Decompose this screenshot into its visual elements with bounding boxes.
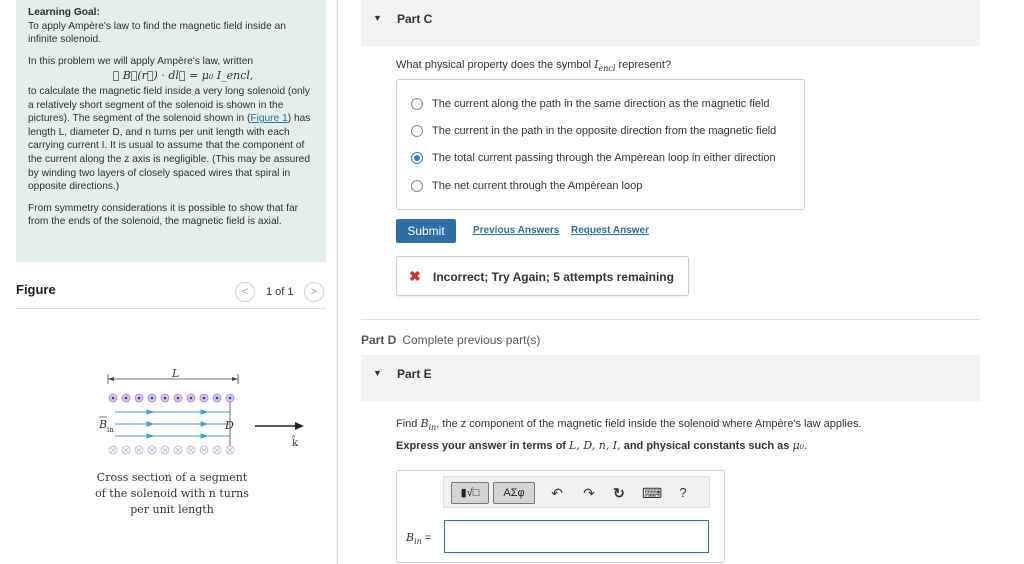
top-wire-row: [109, 394, 234, 402]
radio-button-selected[interactable]: [411, 152, 423, 164]
part-d-row: [361, 333, 540, 347]
greek-symbols-button[interactable]: ΑΣφ: [493, 482, 535, 504]
field-lines: [115, 410, 230, 438]
learning-goal-box: [16, 0, 326, 262]
field-label: B: [99, 418, 108, 431]
figure-counter: 1 of 1: [266, 286, 294, 298]
submit-button[interactable]: Submit: [396, 219, 456, 243]
field-label-subscript: in: [107, 426, 114, 434]
figure-title: Figure: [16, 282, 56, 297]
previous-figure-button[interactable]: <: [235, 282, 255, 302]
incorrect-x-icon: ✖: [409, 268, 421, 284]
instruction-variables: L, D, n, I,: [569, 439, 621, 452]
answer-box: [396, 470, 725, 563]
learning-goal-text: To apply Ampère's law to find the magnetic field inside an infinite solenoid.: [28, 20, 286, 46]
part-e-label: Part E: [397, 367, 432, 381]
reset-icon[interactable]: ↻: [613, 485, 625, 501]
ampere-law-equation: ∮ B⃗(r⃗) · dl⃗ = μ₀ I_encl,: [112, 69, 254, 83]
solenoid-diagram: [95, 362, 315, 462]
problem-description: [28, 85, 314, 194]
diameter-label: D: [225, 419, 234, 432]
symbol-B: B: [420, 417, 429, 430]
description-text-2: ) has length L, diameter D, and n turns per unit length with each carrying current I. It is usual to assume that the component of the current along the z axis is negligible. (This may be assured by winding two layers of closely spaced wires that spiral in opposite directions.): [28, 113, 311, 193]
part-e-instruction: [396, 439, 808, 452]
undo-icon[interactable]: ↶: [551, 485, 563, 501]
feedback-text: Incorrect; Try Again; 5 attempts remaining: [433, 270, 674, 284]
answer-equals: =: [421, 532, 432, 544]
part-d-label: Part D: [361, 333, 397, 347]
caption-line-2: of the solenoid with n turns: [95, 487, 249, 500]
request-answer-link[interactable]: Request Answer: [571, 225, 649, 236]
learning-goal-title: Learning Goal:: [28, 7, 100, 18]
question-text-pre: What physical property does the symbol: [396, 59, 592, 71]
option-4[interactable]: [411, 178, 642, 194]
help-icon[interactable]: ?: [679, 485, 687, 500]
option-2[interactable]: [411, 123, 776, 139]
caption-line-1: Cross section of a segment: [96, 471, 248, 484]
question-text-post: , the z component of the magnetic field inside the solenoid where Ampère's law applies.: [436, 418, 862, 430]
answer-label: [406, 531, 431, 546]
radio-button[interactable]: [411, 180, 423, 192]
part-e-question: [396, 417, 862, 432]
options-box: [396, 79, 805, 210]
part-d-status: Complete previous part(s): [402, 333, 541, 347]
part-e-header[interactable]: [361, 355, 980, 401]
part-c-header[interactable]: [361, 0, 980, 46]
option-1[interactable]: [411, 96, 770, 112]
symbol-subscript: in: [428, 423, 437, 433]
symmetry-text: From symmetry considerations it is possible to show that far from the ends of the solenoid, the magnetic field is axial.: [28, 202, 299, 228]
option-label: The net current through the Ampèrean loop: [432, 180, 643, 192]
part-c-label: Part C: [397, 12, 433, 26]
collapse-caret-icon[interactable]: ▼: [373, 13, 382, 23]
radio-button[interactable]: [411, 125, 423, 137]
length-label: L: [172, 367, 180, 380]
z-unit-vector-label: k̂: [292, 438, 299, 449]
previous-answers-link[interactable]: Previous Answers: [473, 225, 560, 236]
next-figure-button[interactable]: >: [304, 282, 324, 302]
caption-line-3: per unit length: [130, 503, 214, 516]
bottom-wire-row: [109, 446, 234, 454]
figure-header: [16, 279, 326, 309]
radio-button[interactable]: [411, 98, 423, 110]
templates-button[interactable]: ▮√□: [451, 482, 489, 504]
answer-symbol-subscript: in: [414, 537, 422, 547]
description-text-1: to calculate the magnetic field inside a very long solenoid (only a relatively short segment of the solenoid is shown in the pictures). The segment of the solenoid shown in (: [28, 85, 311, 125]
question-text-pre: Find: [396, 418, 418, 430]
symbol-subscript: encl: [598, 64, 616, 74]
feedback-message: [396, 256, 689, 296]
figure-1-link[interactable]: Figure 1: [250, 113, 288, 125]
option-3[interactable]: [411, 150, 776, 166]
symbol-I: I: [594, 58, 599, 71]
redo-icon[interactable]: ↷: [583, 485, 595, 501]
section-divider: [361, 319, 980, 320]
instruction-text-post: and physical constants such as: [623, 440, 790, 452]
collapse-caret-icon[interactable]: ▼: [373, 368, 382, 378]
answer-input[interactable]: [444, 520, 709, 553]
instruction-text-pre: Express your answer in terms of: [396, 440, 566, 452]
option-label: The current in the path in the opposite direction from the magnetic field: [432, 125, 777, 137]
question-text-post: represent?: [618, 59, 672, 71]
answer-symbol: B: [406, 531, 415, 544]
intro-text: In this problem we will apply Ampère's law, written: [28, 55, 254, 67]
instruction-constant: μ₀.: [792, 439, 808, 452]
figure-caption: [92, 470, 252, 518]
part-c-question: [396, 58, 671, 73]
option-label: The current along the path in the same direction as the magnetic field: [432, 98, 770, 110]
option-label: The total current passing through the Ampèrean loop in either direction: [432, 152, 776, 164]
keyboard-icon[interactable]: ⌨: [642, 485, 663, 501]
panel-divider: [337, 0, 338, 564]
equation-toolbar: [443, 476, 710, 508]
